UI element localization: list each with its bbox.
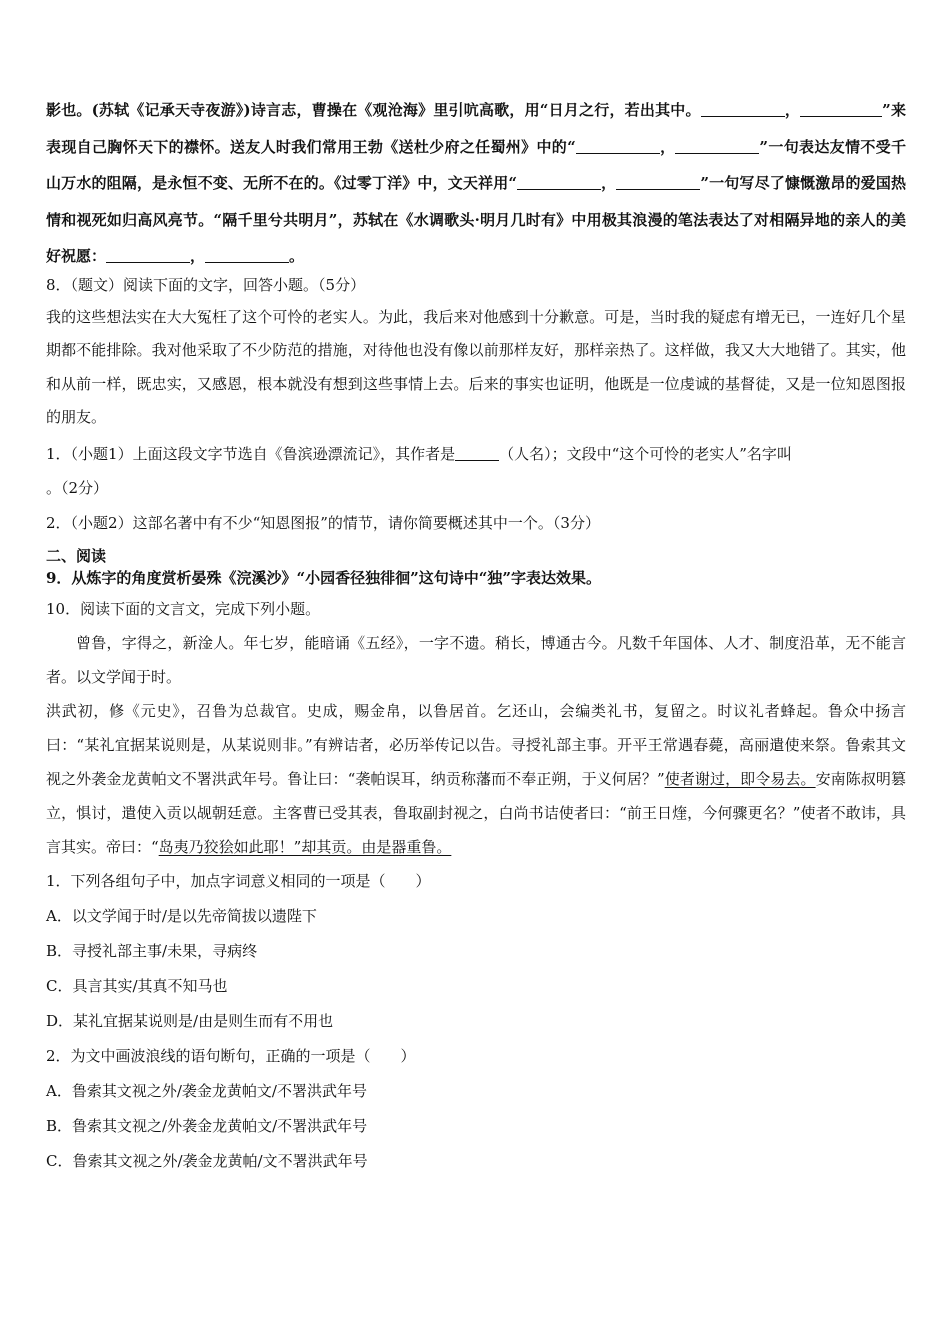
q7-text-3: ”来表现自己胸怀天下的襟怀。送友人时我们常用王勃《送杜少府之任蜀州》中的“	[46, 101, 906, 156]
fill-in-blank-question	[46, 92, 906, 275]
classical-para-2	[46, 694, 906, 864]
answer-blank[interactable]	[576, 139, 660, 154]
mcq-1-option-a[interactable]: A．以文学闻于时/是以先帝简拔以遗陛下	[46, 906, 317, 925]
answer-blank[interactable]	[800, 102, 842, 117]
q7-text-6: ，	[601, 174, 617, 192]
mcq-1-stem: 1．下列各组句子中，加点字词意义相同的一项是（ ）	[46, 871, 431, 890]
q8-sub2: 2．（小题2）这部名著中有不少“知恩图报”的情节，请你简要概述其中一个。（3分）	[46, 513, 600, 532]
q7-text-8: ，	[190, 247, 206, 265]
answer-blank[interactable]	[616, 175, 700, 190]
classical-para-2-text-a: 洪武初，修《元史》，召鲁为总裁官。史成，赐金帛，以鲁居首。乞还山，会编类礼书，复留之。时议礼者蜂起。鲁众中扬言曰：“某礼宜据某说则是，从某说则非。”有辨诘者，必历举传记以告。寻授礼部主事。开平王常遇春薨，高丽遣使来祭。鲁索其文视之外袭金龙黄帕文不署洪武年号。鲁让曰：“袭帕误耳，纳贡称藩而不奉正朔，于义何居？”	[46, 701, 906, 788]
mcq-2-option-c[interactable]: C．鲁索其文视之外/袭金龙黄帕/文不署洪武年号	[46, 1151, 368, 1170]
answer-blank[interactable]	[106, 248, 190, 263]
answer-blank[interactable]	[675, 139, 759, 154]
answer-blank[interactable]	[701, 102, 785, 117]
q9: 9．从炼字的角度赏析晏殊《浣溪沙》“小园香径独徘徊”这句诗中“独”字表达效果。	[46, 568, 601, 587]
answer-blank[interactable]	[205, 248, 289, 263]
mcq-2-stem: 2．为文中画波浪线的语句断句，正确的一项是（ ）	[46, 1046, 416, 1065]
answer-blank[interactable]	[455, 446, 499, 461]
underlined-sentence: 岛夷乃狡狯如此耶！”却其贡。由是器重鲁。	[158, 837, 452, 856]
q7-text-9: 。	[289, 247, 305, 265]
section-heading: 二、阅读	[46, 546, 107, 565]
classical-para-2-text-b: 安南陈叔明篡立，惧讨，遣使入贡以觇朝廷意。主客曹已受其表，鲁取副封视之，白尚书诘使者曰：“前王日煃，今何骤更名？”使者不敢讳，具言其实。帝曰：“	[46, 769, 906, 856]
q10: 10．阅读下面的文言文，完成下列小题。	[46, 599, 321, 618]
mcq-2-option-b[interactable]: B．鲁索其文视之/外袭金龙黄帕文/不署洪武年号	[46, 1116, 368, 1135]
q8-sub1-text-c: 。（2分）	[46, 478, 109, 497]
q8-title: 8．（题文）阅读下面的文字，回答小题。（5分）	[46, 275, 366, 294]
mcq-2-option-a[interactable]: A．鲁索其文视之外/袭金龙黄帕文/不署洪武年号	[46, 1081, 367, 1100]
underlined-sentence: 使者谢过，即令易去。	[664, 769, 816, 788]
answer-blank[interactable]	[842, 102, 882, 117]
q7-text-5: ”一句表达友情不受千山万水的阻隔，是永恒不变、无所不在的。《过零丁洋》中，文天祥用“	[46, 137, 906, 192]
q7-text-7: ”一句写尽了慷慨激昂的爱国热情和视死如归高风亮节。“隔千里兮共明月”，苏轼在《水调歌头·明月几时有》中用极其浪漫的笔法表达了对相隔异地的亲人的美好祝愿：	[46, 174, 906, 265]
q8-sub1-text-b: （人名）；文段中“这个可怜的老实人”名字叫	[499, 444, 792, 463]
q7-text-4: ，	[659, 137, 676, 156]
mcq-1-option-b[interactable]: B．寻授礼部主事/未果，寻病终	[46, 941, 258, 960]
q8-sub1-text-a: 1．（小题1）上面这段文字节选自《鲁滨逊漂流记》，其作者是	[46, 444, 456, 463]
mcq-1-option-d[interactable]: D．某礼宜据某说则是/由是则生而有不用也	[46, 1011, 334, 1030]
q8-passage: 我的这些想法实在大大冤枉了这个可怜的老实人。为此，我后来对他感到十分歉意。可是，当时我的疑虑有增无已，一连好几个星期都不能排除。我对他采取了不少防范的措施，对待他也没有像以前那样友好，那样亲热了。这样做，我又大大地错了。其实，他和从前一样，既忠实，又感恩，根本就没有想到这些事情上去。后来的事实也证明，他既是一位虔诚的基督徒，又是一位知恩图报的朋友。	[46, 307, 906, 426]
mcq-1-option-c[interactable]: C．具言其实/其真不知马也	[46, 976, 228, 995]
q8-sub1	[46, 437, 906, 505]
q7-text-2: ，	[784, 101, 801, 119]
q7-text-1: 影也。(苏轼《记承天寺夜游》)诗言志，曹操在《观沧海》里引吭高歌，用“日月之行，若出其中。	[46, 101, 701, 119]
exam-page	[46, 92, 906, 1179]
answer-blank[interactable]	[517, 175, 601, 190]
classical-para-1: 曾鲁，字得之，新淦人。年七岁，能暗诵《五经》，一字不遗。稍长，博通古今。凡数千年国体、人才、制度沿革，无不能言者。以文学闻于时。	[46, 633, 906, 686]
